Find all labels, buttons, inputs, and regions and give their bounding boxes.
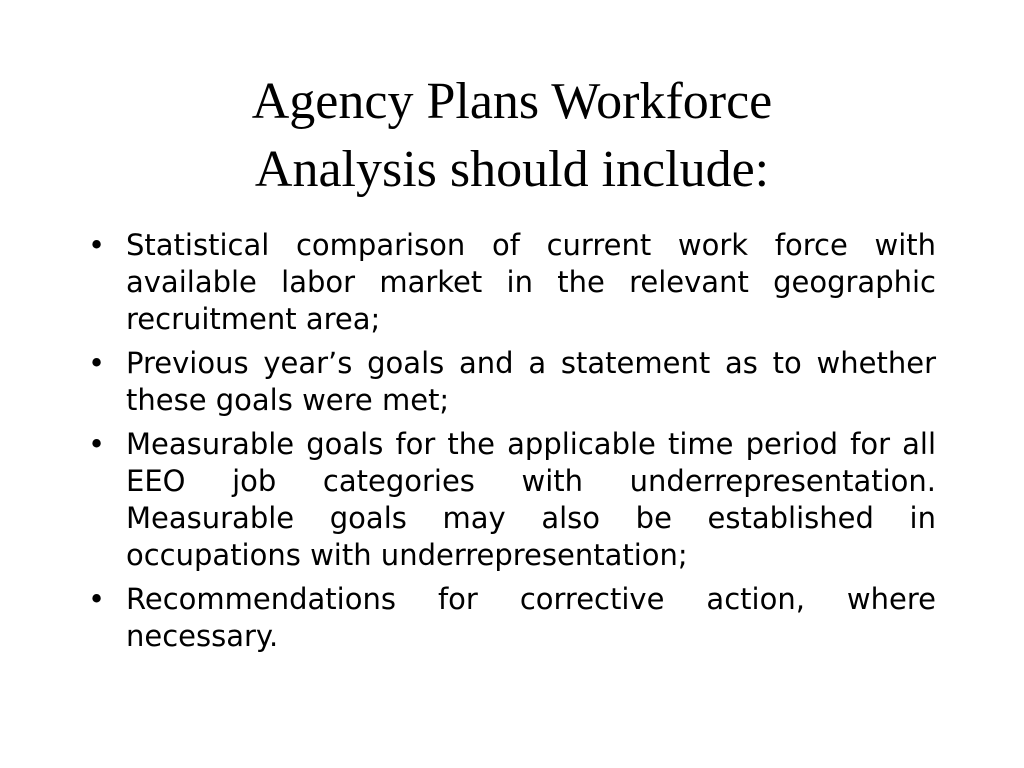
- bullet-item-recommendations: [88, 581, 936, 655]
- bullet-point-icon: •: [88, 582, 106, 616]
- bullet-item-previous-goals: [88, 345, 936, 419]
- bullet-point-icon: •: [88, 228, 106, 262]
- bullet-point-icon: •: [88, 346, 106, 380]
- slide-title: [0, 68, 1024, 204]
- bullet-text: Statistical comparison of current work force with available labor market in the relevant geographic recruitment area;: [126, 228, 936, 336]
- bullet-list: [88, 227, 936, 662]
- bullet-point-icon: •: [88, 427, 106, 461]
- bullet-text: Recommendations for corrective action, where necessary.: [126, 582, 936, 653]
- slide-title-line-2: Analysis should include:: [254, 141, 770, 198]
- bullet-text: Measurable goals for the applicable time period for all EEO job categories with underrepresentation. Measurable goals may also be established in occupations with underrepresentation;: [126, 427, 936, 572]
- bullet-text: Previous year’s goals and a statement as to whether these goals were met;: [126, 346, 936, 417]
- slide-title-line-1: Agency Plans Workforce: [251, 73, 773, 130]
- bullet-item-statistical-comparison: [88, 227, 936, 338]
- bullet-item-measurable-goals: [88, 426, 936, 574]
